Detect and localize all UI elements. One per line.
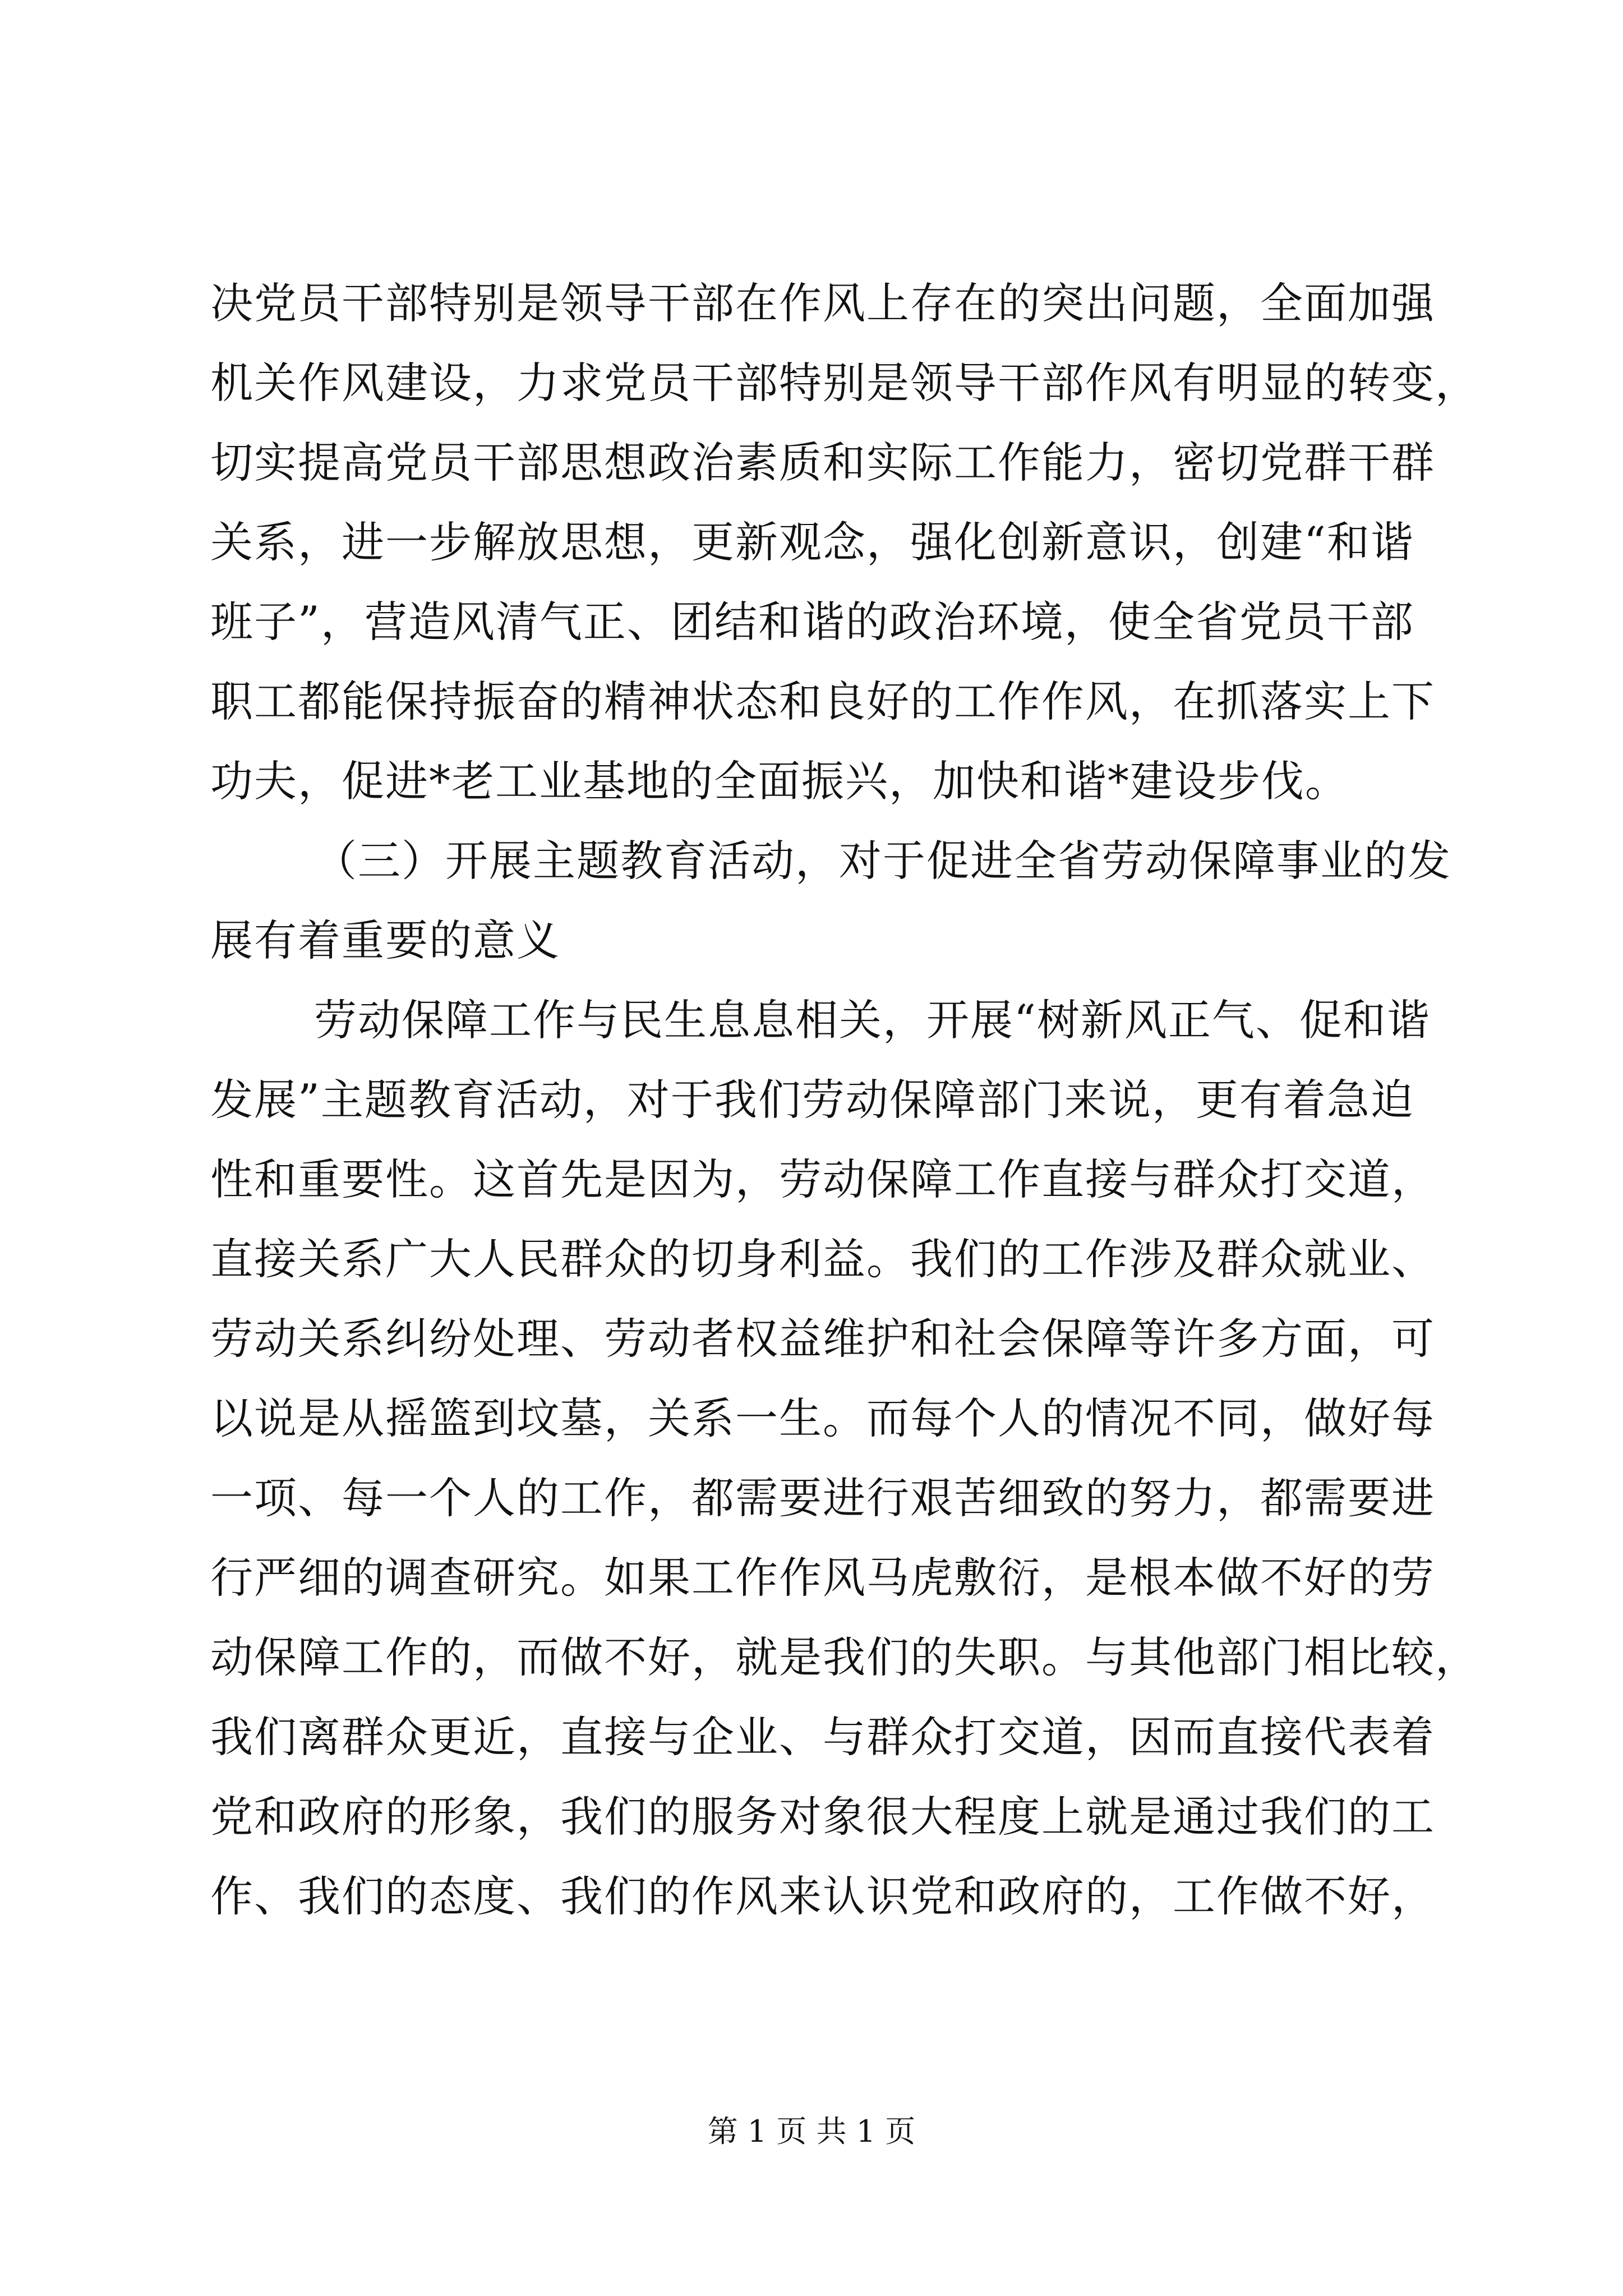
text-line: 班子”，营造风清气正、团结和谐的政治环境，使全省党员干部 (210, 597, 1414, 647)
text-line: 党和政府的形象，我们的服务对象很大程度上就是通过我们的工 (210, 1792, 1435, 1842)
text-line: 关系，进一步解放思想，更新观念，强化创新意识，创建“和谐 (210, 517, 1414, 567)
text-line: 直接关系广大人民群众的切身利益。我们的工作涉及群众就业、 (210, 1234, 1435, 1284)
text-line: 决党员干部特别是领导干部在作风上存在的突出问题，全面加强 (210, 278, 1435, 328)
text-line: 机关作风建设，力求党员干部特别是领导干部作风有明显的转变， (210, 358, 1479, 408)
text-line: 功夫，促进*老工业基地的全面振兴，加快和谐*建设步伐。 (210, 756, 1349, 806)
text-line: 职工都能保持振奋的精神状态和良好的工作作风，在抓落实上下 (210, 677, 1435, 726)
text-line: 切实提高党员干部思想政治素质和实际工作能力，密切党群干群 (210, 438, 1435, 487)
text-line: 动保障工作的，而做不好，就是我们的失职。与其他部门相比较， (210, 1632, 1479, 1682)
text-line: 劳动关系纠纷处理、劳动者权益维护和社会保障等许多方面，可 (210, 1314, 1435, 1364)
text-line: 以说是从摇篮到坟墓，关系一生。而每个人的情况不同，做好每 (210, 1393, 1435, 1443)
section-heading: （三）开展主题教育活动，对于促进全省劳动保障事业的发 (314, 836, 1451, 886)
text-line: 发展”主题教育活动，对于我们劳动保障部门来说，更有着急迫 (210, 1075, 1414, 1125)
text-line: 一项、每一个人的工作，都需要进行艰苦细致的努力，都需要进 (210, 1473, 1435, 1523)
text-line: 行严细的调查研究。如果工作作风马虎敷衍，是根本做不好的劳 (210, 1553, 1435, 1603)
page-footer: 第 1 页 共 1 页 (707, 2114, 916, 2149)
body-text (210, 264, 1479, 1936)
paragraph-start: 劳动保障工作与民生息息相关，开展“树新风正气、促和谐 (314, 995, 1431, 1045)
text-line: 性和重要性。这首先是因为，劳动保障工作直接与群众打交道， (210, 1154, 1435, 1204)
section-heading-continuation: 展有着重要的意义 (210, 915, 560, 965)
text-line: 我们离群众更近，直接与企业、与群众打交道，因而直接代表着 (210, 1712, 1435, 1762)
text-line: 作、我们的态度、我们的作风来认识党和政府的，工作做不好， (210, 1871, 1435, 1921)
